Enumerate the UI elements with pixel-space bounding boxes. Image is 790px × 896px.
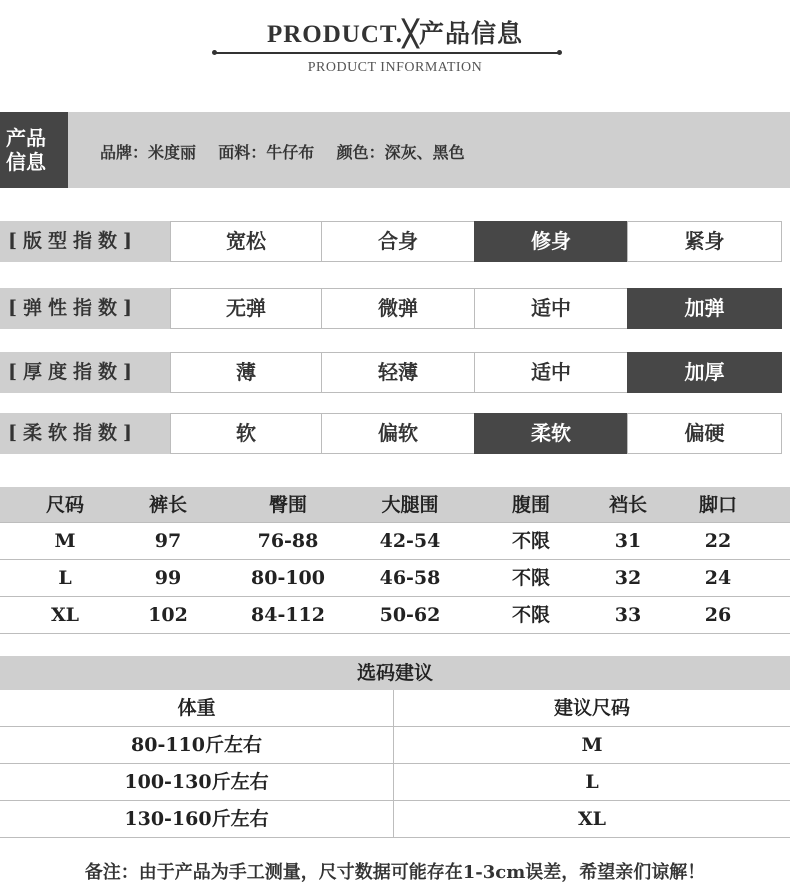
index-option-selected: 柔软 bbox=[474, 413, 628, 454]
recommend-row bbox=[0, 801, 790, 838]
section-header bbox=[0, 0, 790, 100]
size-header-cell: 大腿围 bbox=[381, 494, 439, 516]
index-option: 合身 bbox=[321, 221, 475, 262]
size-recommend-title: 选码建议 bbox=[0, 656, 790, 690]
size-cell: 22 bbox=[704, 530, 732, 552]
size-header-cell: 臀围 bbox=[268, 494, 307, 516]
index-option: 适中 bbox=[474, 288, 628, 329]
size-cell: 24 bbox=[704, 567, 732, 589]
index-option: 轻薄 bbox=[321, 352, 475, 393]
recommend-header-size: 建议尺码 bbox=[553, 697, 630, 719]
size-header-cell: 腹围 bbox=[511, 494, 550, 516]
size-cell: 33 bbox=[614, 604, 642, 626]
size-cell: 76-88 bbox=[257, 530, 319, 552]
recommend-weight: 80-110斤左右 bbox=[0, 727, 394, 763]
size-recommend-table bbox=[0, 656, 790, 838]
index-row bbox=[0, 221, 782, 262]
recommend-weight: 100-130斤左右 bbox=[0, 764, 394, 800]
size-cell: 31 bbox=[614, 530, 642, 552]
product-info-text: 品牌：米度丽 面料：牛仔布 颜色：深灰、黑色 bbox=[100, 143, 465, 162]
size-row bbox=[0, 597, 790, 634]
recommend-header-weight: 体重 bbox=[0, 690, 394, 726]
size-cell: M bbox=[54, 530, 76, 552]
recommend-size: M bbox=[581, 734, 603, 756]
size-cell: 84-112 bbox=[251, 604, 325, 626]
index-label: [弹性指数] bbox=[0, 288, 170, 329]
size-table-body bbox=[0, 523, 790, 634]
index-option-selected: 修身 bbox=[474, 221, 628, 262]
size-cell: 46-58 bbox=[379, 567, 441, 589]
size-cell: 26 bbox=[704, 604, 732, 626]
page-title: PRODUCT.╳产品信息 bbox=[266, 21, 524, 48]
index-option: 适中 bbox=[474, 352, 628, 393]
recommend-row bbox=[0, 727, 790, 764]
index-option: 薄 bbox=[170, 352, 322, 393]
size-cell: 不限 bbox=[511, 604, 550, 626]
size-cell: 不限 bbox=[511, 530, 550, 552]
size-cell: 32 bbox=[614, 567, 642, 589]
size-cell: 不限 bbox=[511, 567, 550, 589]
title-divider bbox=[214, 52, 560, 54]
recommend-row bbox=[0, 764, 790, 801]
product-info-tag-line2: 信息 bbox=[6, 150, 46, 174]
size-table-header bbox=[0, 487, 790, 523]
recommend-size: L bbox=[585, 771, 599, 793]
index-option-selected: 加厚 bbox=[627, 352, 782, 393]
index-option-selected: 加弹 bbox=[627, 288, 782, 329]
size-recommend-header bbox=[0, 690, 790, 727]
index-option: 宽松 bbox=[170, 221, 322, 262]
index-row bbox=[0, 352, 782, 393]
size-cell: 102 bbox=[148, 604, 188, 626]
measurement-note: 备注：由于产品为手工测量，尺寸数据可能存在1-3cm误差，希望亲们谅解！ bbox=[84, 862, 706, 883]
index-label: [厚度指数] bbox=[0, 352, 170, 393]
index-option: 偏硬 bbox=[627, 413, 782, 454]
size-row bbox=[0, 523, 790, 560]
index-label: [版型指数] bbox=[0, 221, 170, 262]
index-row bbox=[0, 413, 782, 454]
size-cell: 97 bbox=[154, 530, 182, 552]
size-cell: 50-62 bbox=[379, 604, 441, 626]
size-header-cell: 尺码 bbox=[45, 494, 84, 516]
size-cell: 80-100 bbox=[251, 567, 325, 589]
index-option: 无弹 bbox=[170, 288, 322, 329]
product-info-tag-line1: 产品 bbox=[6, 126, 46, 150]
product-info-bar bbox=[0, 112, 790, 188]
index-label: [柔软指数] bbox=[0, 413, 170, 454]
product-info-tag bbox=[0, 112, 68, 188]
size-table bbox=[0, 487, 790, 634]
size-header-cell: 脚口 bbox=[698, 494, 737, 516]
size-cell: 42-54 bbox=[379, 530, 441, 552]
size-row bbox=[0, 560, 790, 597]
index-option: 偏软 bbox=[321, 413, 475, 454]
page-subtitle: PRODUCT INFORMATION bbox=[307, 60, 483, 75]
index-option: 微弹 bbox=[321, 288, 475, 329]
recommend-size: XL bbox=[577, 808, 607, 830]
size-cell: 99 bbox=[154, 567, 182, 589]
index-option: 紧身 bbox=[627, 221, 782, 262]
index-option: 软 bbox=[170, 413, 322, 454]
index-row bbox=[0, 288, 782, 329]
size-cell: L bbox=[58, 567, 72, 589]
size-cell: XL bbox=[50, 604, 80, 626]
recommend-weight: 130-160斤左右 bbox=[0, 801, 394, 837]
size-header-cell: 裤长 bbox=[148, 494, 187, 516]
size-header-cell: 裆长 bbox=[608, 494, 647, 516]
